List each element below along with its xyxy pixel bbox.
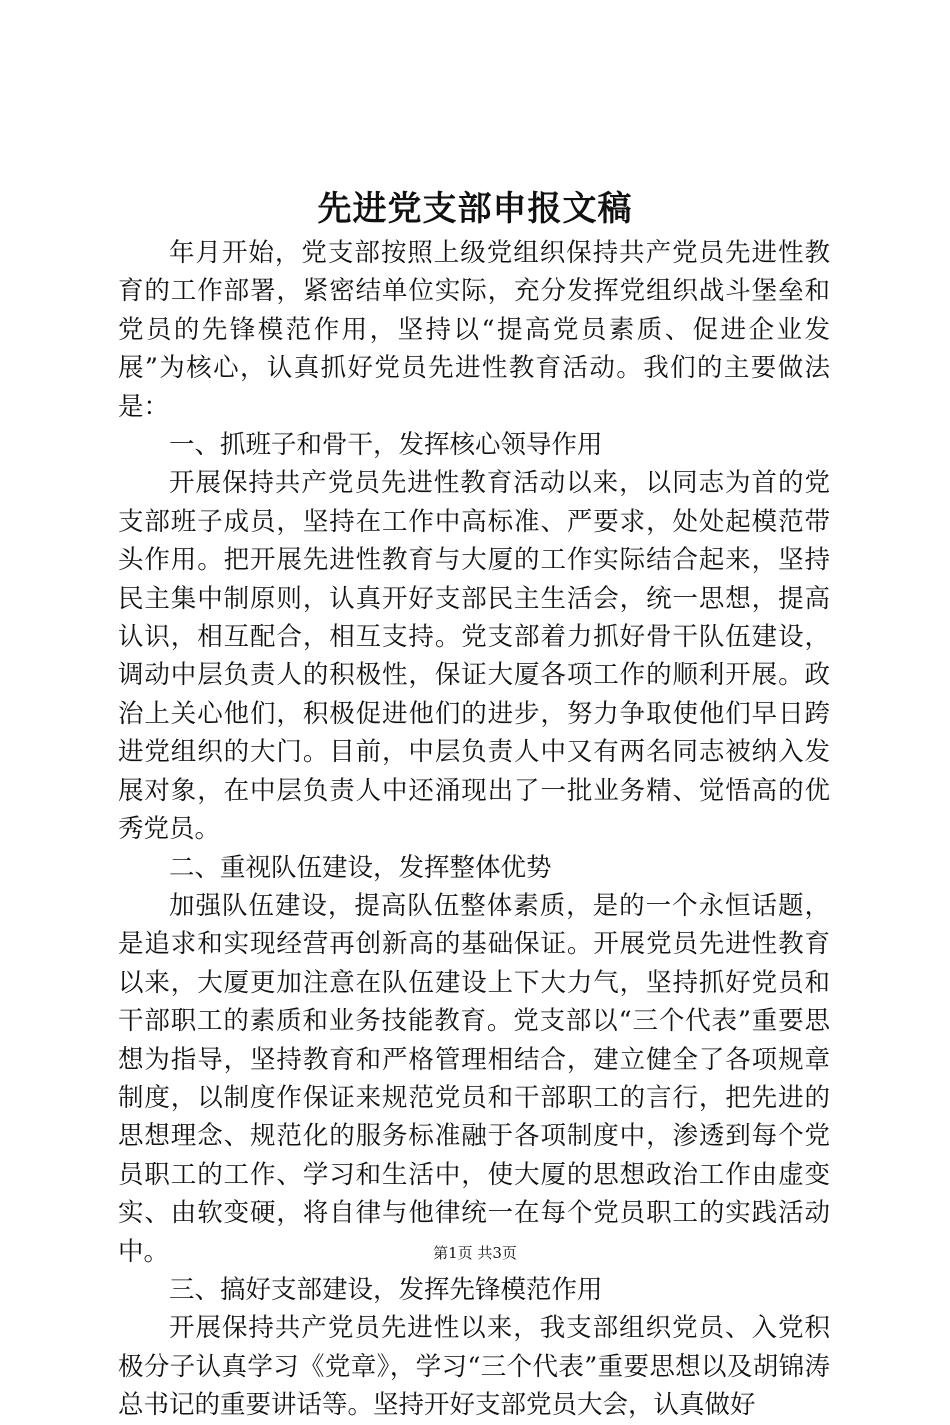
section-heading-1: 一、抓班子和骨干，发挥核心领导作用 [169,430,603,461]
page-number-footer: 第1页 共3页 [433,1244,517,1262]
section-paragraph-1: 开展保持共产党员先进性教育活动以来，以同志为首的党支部班子成员，坚持在工作中高标准、严要求，处处起模范带头作用。把开展先进性教育与大厦的工作实际结合起来，坚持民主集中制原则，认真开好支部民主生活会，统一思想，提高认识，相互配合，相互支持。党支部着力抓好骨干队伍建设，调动中层负责人的积极性，保证大厦各项工作的顺利开展。政治上关心他们，积极促进他们的进步，努力争取使他们早日跨进党组织的大门。目前，中层负责人中又有两名同志被纳入发展对象，在中层负责人中还涌现出了一批业务精、觉悟高的优秀党员。 [118,468,830,845]
section-heading-3: 三、搞好支部建设，发挥先锋模范作用 [169,1274,603,1305]
section-heading-2: 二、重视队伍建设，发挥整体优势 [169,852,552,883]
section-paragraph-3: 开展保持共产党员先进性以来，我支部组织党员、入党积极分子认真学习《党章》，学习“三个代表”重要思想以及胡锦涛总书记的重要讲话等。坚持开好支部党员大会，认真做好 [118,1313,830,1421]
section-paragraph-2: 加强队伍建设，提高队伍整体素质，是的一个永恒话题，是追求和实现经营再创新高的基础保证。开展党员先进性教育以来，大厦更加注意在队伍建设上下大力气，坚持抓好党员和干部职工的素质和业务技能教育。党支部以“三个代表”重要思想为指导，坚持教育和严格管理相结合，建立健全了各项规章制度，以制度作保证来规范党员和干部职工的言行，把先进的思想理念、规范化的服务标准融于各项制度中，渗透到每个党员职工的工作、学习和生活中，使大厦的思想政治工作由虚变实、由软变硬，将自律与他律统一在每个党员职工的实践活动中。 [118,890,830,1267]
intro-paragraph: 年月开始，党支部按照上级党组织保持共产党员先进性教育的工作部署，紧密结单位实际，充分发挥党组织战斗堡垒和党员的先锋模范作用，坚持以“提高党员素质、促进企业发展”为核心，认真抓好党员先进性教育活动。我们的主要做法是： [118,238,830,422]
document-title: 先进党支部申报文稿 [317,189,633,229]
